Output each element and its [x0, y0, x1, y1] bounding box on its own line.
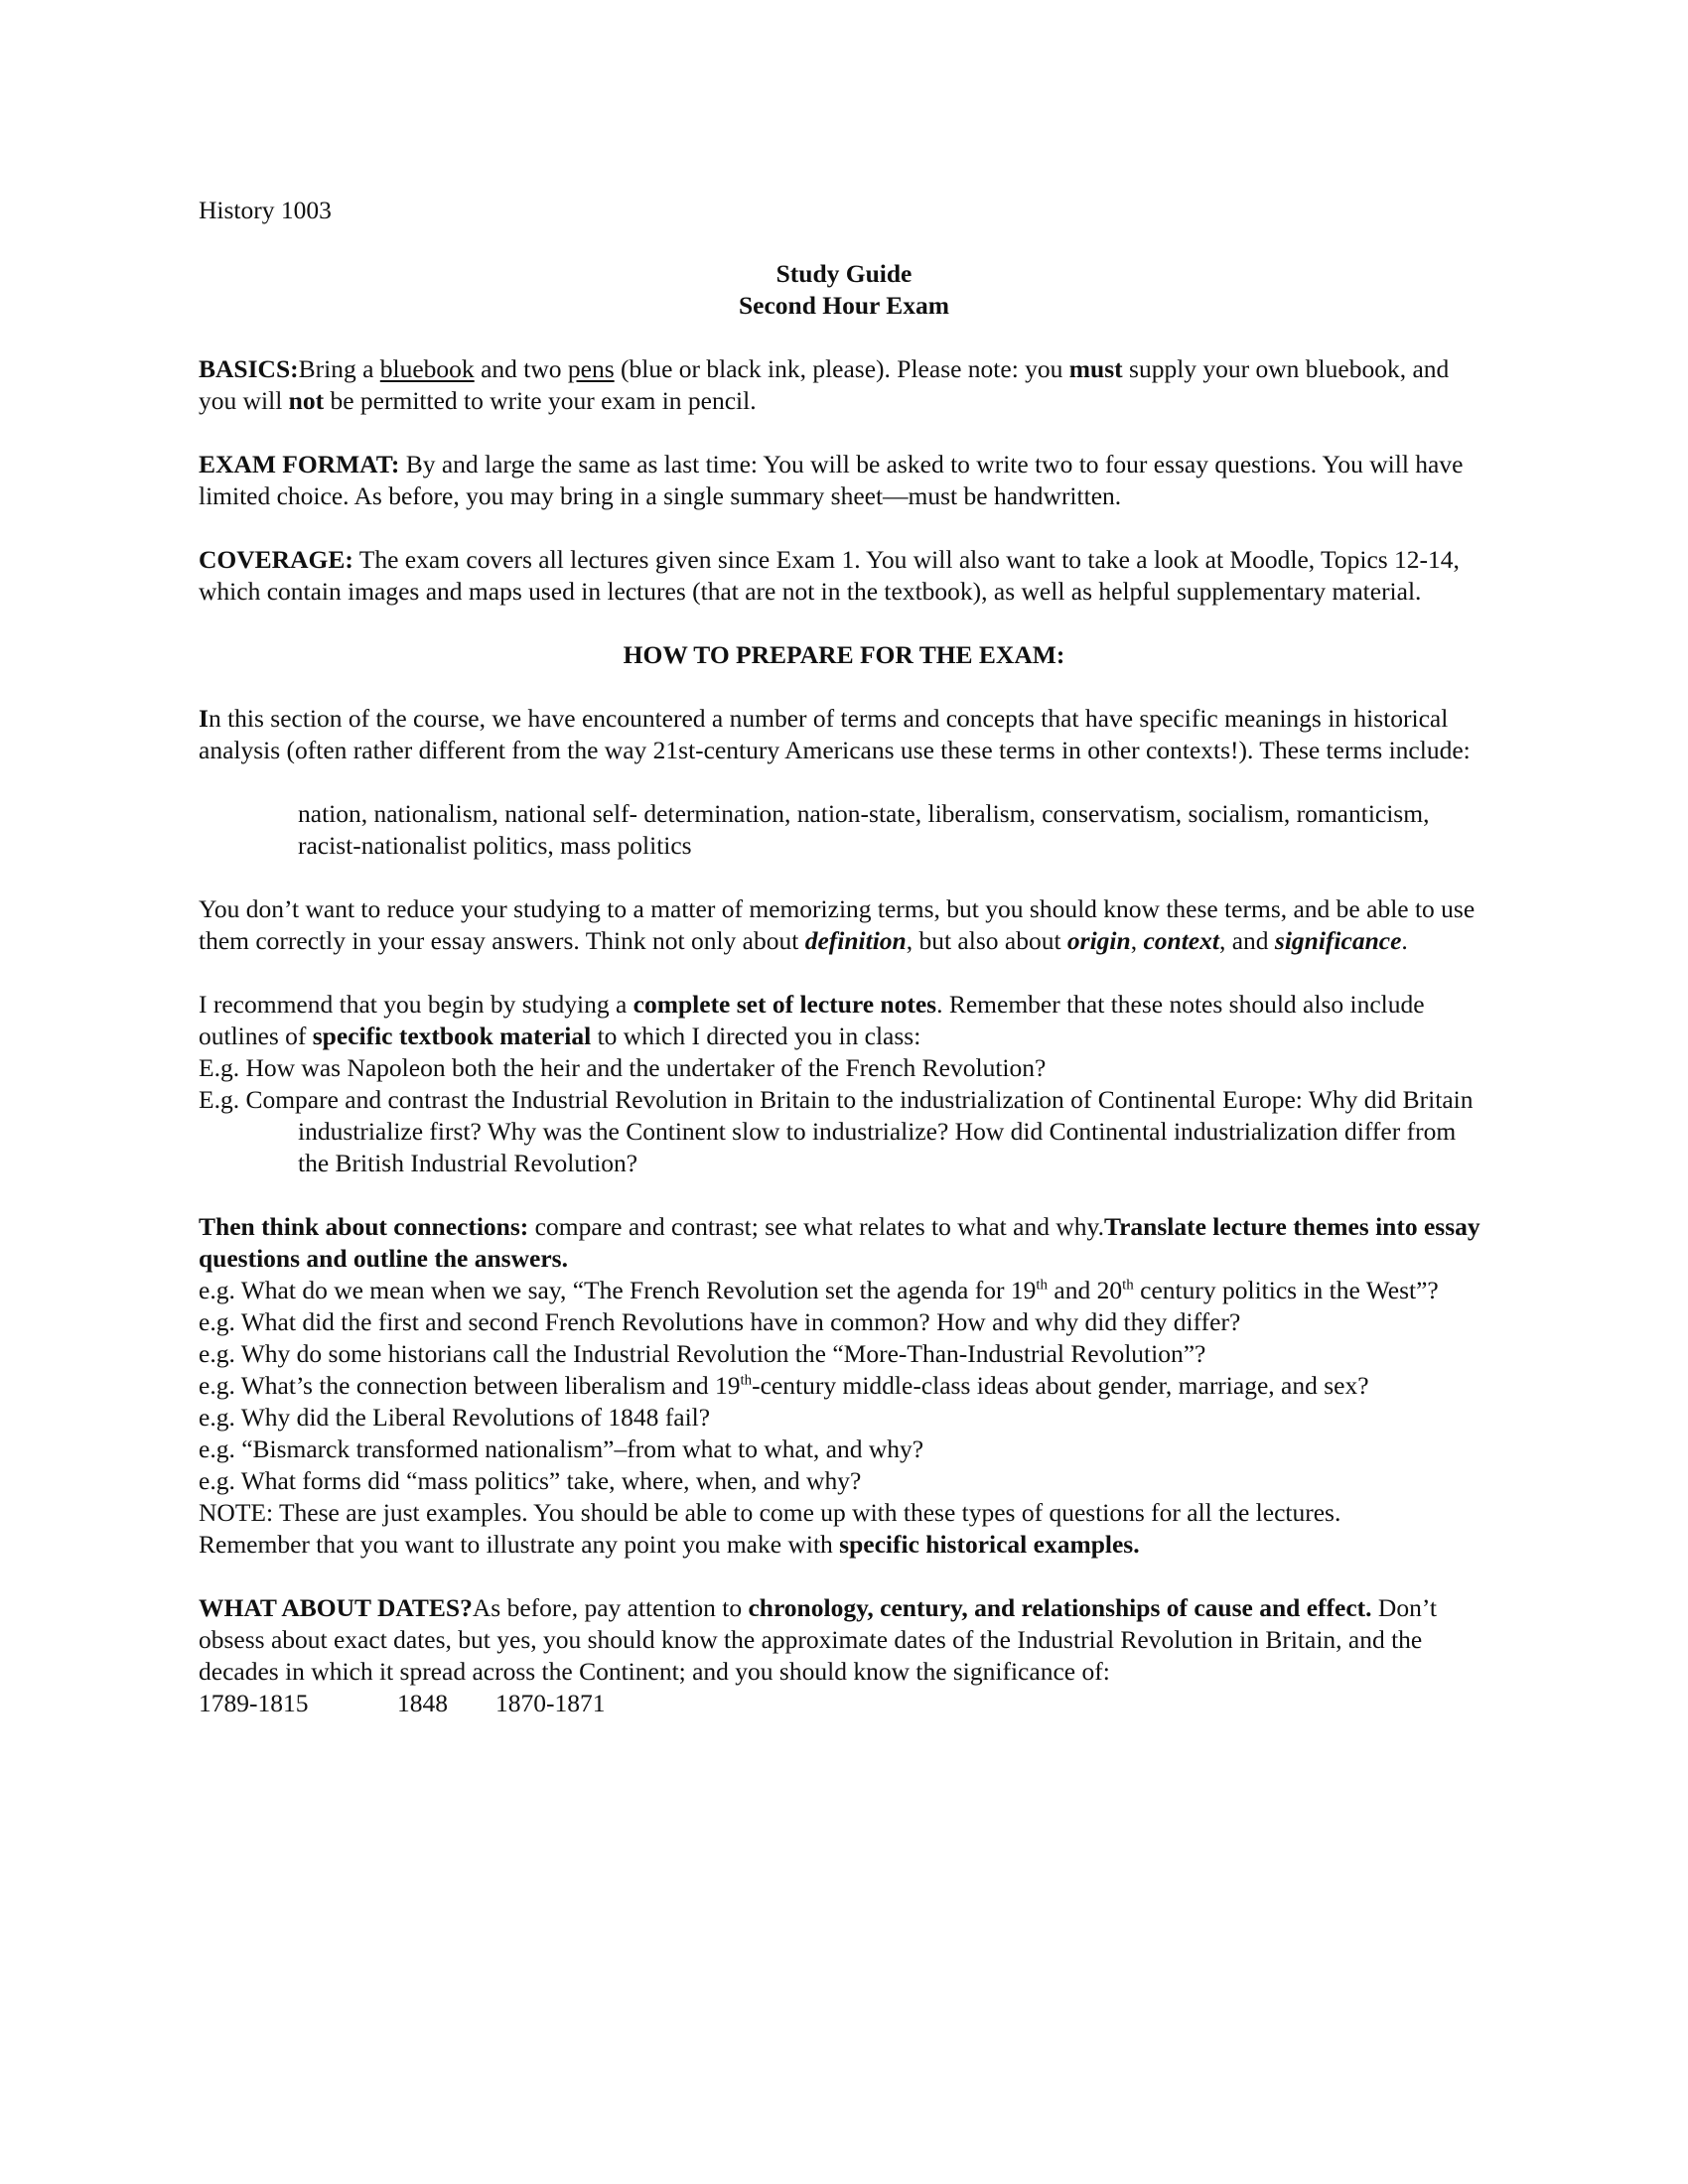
title-line-1: Study Guide	[775, 259, 913, 288]
example-question: e.g. What forms did “mass politics” take, where, when, and why?	[199, 1466, 862, 1495]
prepare-heading: HOW TO PREPARE FOR THE EXAM:	[623, 640, 1065, 669]
example-question: e.g. Why did the Liberal Revolutions of 1848 fail?	[199, 1403, 711, 1432]
date-item: 1870-1871	[495, 1689, 606, 1717]
question-text: -century middle-class ideas about gender, marriage, and sex?	[752, 1371, 1369, 1400]
basics-text: be permitted to write your exam in pencil.	[324, 386, 757, 415]
basics-text: Bring a	[298, 354, 380, 383]
remember-text	[199, 1529, 1489, 1561]
intro-paragraph	[199, 703, 1489, 766]
dates-list	[199, 1688, 1489, 1719]
context-emphasis: context	[1143, 926, 1219, 955]
coverage-label: COVERAGE:	[199, 545, 353, 574]
example-question: E.g. Compare and contrast the Industrial Revolution in Britain to the industrialization of Continental Europe: Why did Britain industrialize first? Why was the Continent slow to industrialize? How did Continental industrialization differ from the British Industrial Revolution?	[199, 1085, 1474, 1177]
question-text: e.g. What’s the connection between liberalism and 19	[199, 1371, 741, 1400]
basics-text: (blue or black ink, please). Please note: you	[614, 354, 1069, 383]
superscript: th	[740, 1372, 753, 1389]
recommend-section	[199, 989, 1489, 1179]
remember-plain: Remember that you want to illustrate any point you make with	[199, 1530, 840, 1559]
definition-emphasis: definition	[804, 926, 907, 955]
terms-list: nation, nationalism, national self- determination, nation-state, liberalism, conservatism, socialism, romanticism, racist-nationalist politics, mass politics	[298, 799, 1430, 860]
coverage-text: The exam covers all lectures given since Exam 1. You will also want to take a look at Moodle, Topics 12-14, which contain images and maps used in lectures (that are not in the textbook), as well as helpful supplementary material.	[199, 545, 1460, 606]
recommend-text: . Remember that these notes should also include outlines of	[199, 990, 1425, 1050]
recommend-text: I recommend that you begin by studying a	[199, 990, 633, 1019]
course-name: History 1003	[199, 196, 332, 224]
exam-format-label: EXAM FORMAT:	[199, 450, 400, 478]
example-question: e.g. Why do some historians call the Industrial Revolution the “More-Than-Industrial Revolution”?	[199, 1339, 1206, 1368]
bluebook-term: bluebook	[379, 354, 475, 383]
connections-section	[199, 1211, 1489, 1561]
intro-text: n this section of the course, we have encountered a number of terms and concepts that have specific meanings in historical analysis (often rather different from the way 21st-century Americans use these terms in other contexts!). These terms include:	[199, 704, 1471, 764]
memorize-text: , and	[1218, 926, 1275, 955]
example-question: E.g. How was Napoleon both the heir and the undertaker of the French Revolution?	[199, 1053, 1047, 1082]
memorize-text: .	[1401, 926, 1408, 955]
coverage-paragraph	[199, 544, 1489, 608]
basics-label: BASICS:	[199, 354, 299, 383]
memorize-paragraph	[199, 893, 1489, 957]
example-question: e.g. What did the first and second French Revolutions have in common? How and why did they differ?	[199, 1307, 1241, 1336]
note-text: NOTE: These are just examples. You should be able to come up with these types of questions for all the lectures.	[199, 1498, 1341, 1527]
recommend-paragraph	[199, 989, 1489, 1052]
pens-term: pens	[567, 354, 615, 383]
intro-first-letter: I	[199, 704, 209, 733]
connections-paragraph	[199, 1211, 1489, 1275]
title-line-2: Second Hour Exam	[738, 291, 950, 320]
basics-text: and two	[474, 354, 568, 383]
basics-text: supply your own bluebook, and you will	[199, 354, 1450, 415]
question-text: and 20	[1048, 1276, 1123, 1304]
textbook-material-emphasis: specific textbook material	[312, 1022, 592, 1050]
memorize-text: , but also about	[906, 926, 1067, 955]
document-title	[199, 258, 1489, 322]
lecture-notes-emphasis: complete set of lecture notes	[633, 990, 937, 1019]
example-question: e.g. “Bismarck transformed nationalism”–from what to what, and why?	[199, 1434, 924, 1463]
exam-format-text: By and large the same as last time: You will be asked to write two to four essay questions. You will have limited choice. As before, you may bring in a single summary sheet—must be handwritten.	[199, 450, 1464, 510]
dates-text: As before, pay attention to	[472, 1593, 749, 1622]
date-item: 1848	[397, 1689, 448, 1717]
origin-emphasis: origin	[1066, 926, 1131, 955]
example-question	[199, 1275, 1489, 1306]
significance-emphasis: significance	[1274, 926, 1402, 955]
recommend-text: to which I directed you in class:	[591, 1022, 921, 1050]
connections-text: compare and contrast; see what relates to what and why.	[528, 1212, 1104, 1241]
dates-label: WHAT ABOUT DATES?	[199, 1593, 473, 1622]
historical-examples-emphasis: specific historical examples.	[839, 1530, 1140, 1559]
dates-text: Don’t obsess about exact dates, but yes, you should know the approximate dates of the Industrial Revolution in Britain, and the decades in which it spread across the Continent; and you should know the significance of:	[199, 1593, 1437, 1686]
superscript: th	[1036, 1277, 1049, 1294]
must-emphasis: must	[1068, 354, 1123, 383]
not-emphasis: not	[288, 386, 325, 415]
basics-paragraph	[199, 353, 1489, 417]
translate-emphasis: Translate lecture themes into essay questions and outline the answers.	[199, 1212, 1480, 1273]
chronology-emphasis: chronology, century, and relationships of cause and effect.	[748, 1593, 1372, 1622]
exam-format-paragraph	[199, 449, 1489, 512]
example-question	[199, 1370, 1489, 1402]
dates-section	[199, 1592, 1489, 1719]
question-text: e.g. What do we mean when we say, “The French Revolution set the agenda for 19	[199, 1276, 1037, 1304]
question-text: century politics in the West”?	[1133, 1276, 1439, 1304]
connections-label: Then think about connections:	[199, 1212, 529, 1241]
superscript: th	[1122, 1277, 1134, 1294]
memorize-text: You don’t want to reduce your studying to a matter of memorizing terms, but you should know these terms, and be able to use them correctly in your essay answers. Think not only about	[199, 894, 1476, 955]
date-item: 1789-1815	[199, 1689, 309, 1717]
dates-paragraph	[199, 1592, 1489, 1688]
memorize-text: ,	[1130, 926, 1144, 955]
